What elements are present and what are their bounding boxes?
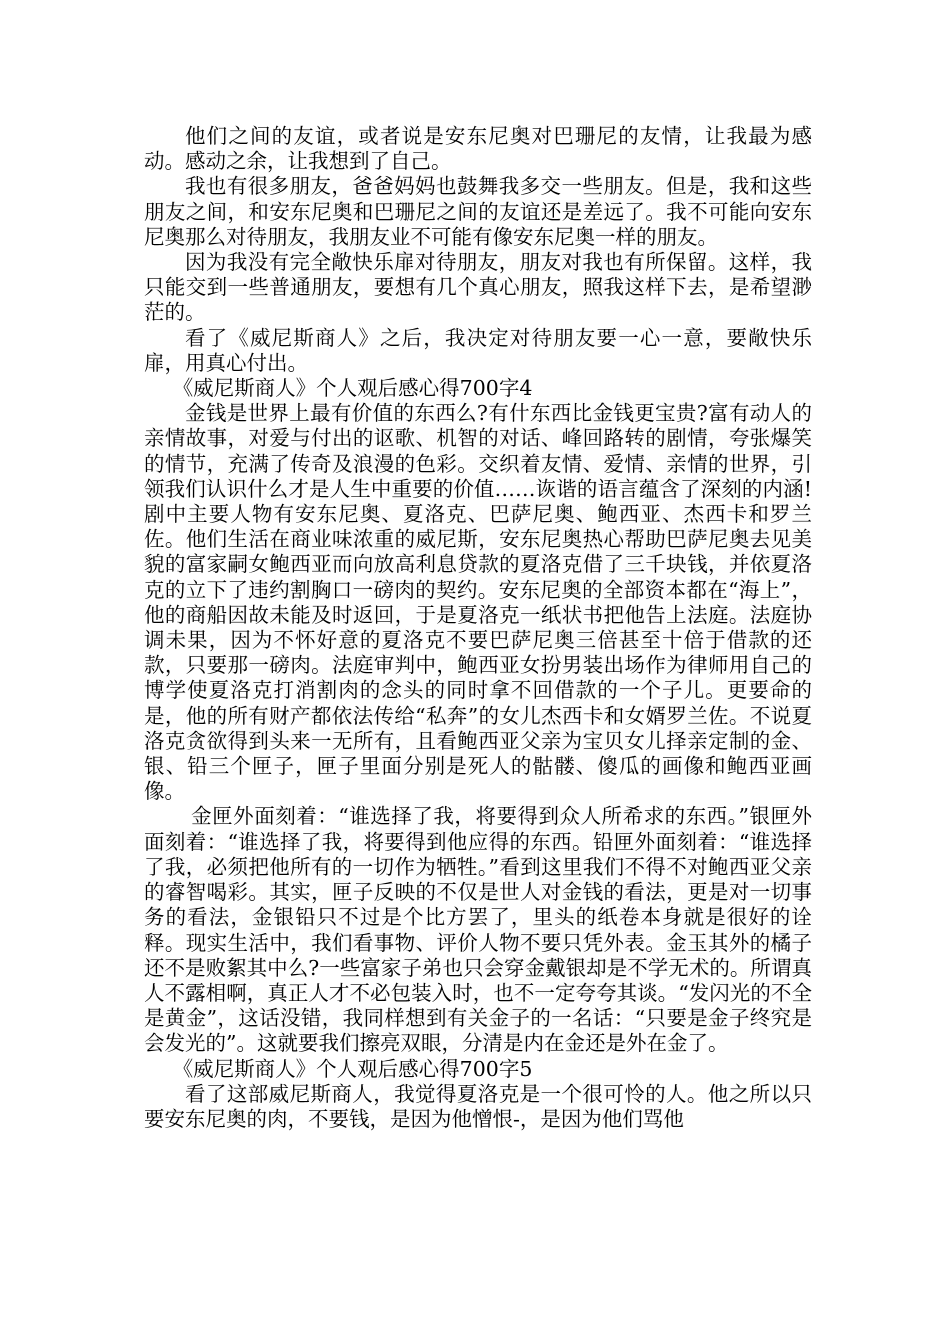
- paragraph-money-value: 金钱是世界上最有价值的东西么?有什东西比金钱更宝贵?富有动人的亲情故事，对爱与付出的讴歌、机智的对话、峰回路转的剧情，夸张爆笑的情节，充满了传奇及浪漫的色彩。交织着友情、爱情、亲情的世界，引领我们认识什么才是人生中重要的价值……诙谐的语言蕴含了深刻的内涵!剧中主要人物有安东尼奥、夏洛克、巴萨尼奥、鲍西亚、杰西卡和罗兰佐。他们生活在商业味浓重的威尼斯，安东尼奥热心帮助巴萨尼奥去见美貌的富家嗣女鲍西亚而向放高利息贷款的夏洛克借了三千块钱，并依夏洛克的立下了违约割胸口一磅肉的契约。安东尼奥的全部资本都在“海上”，他的商船因故未能及时返回，于是夏洛克一纸状书把他告上法庭。法庭协调未果，因为不怀好意的夏洛克不要巴萨尼奥三倍甚至十倍于借款的还款，只要那一磅肉。法庭审判中，鲍西亚女扮男装出场作为律师用自己的博学使夏洛克打消割肉的念头的同时拿不回借款的一个子儿。更要命的是，他的所有财产都依法传给“私奔”的女儿杰西卡和女婿罗兰佐。不说夏洛克贪欲得到头来一无所有，且看鲍西亚父亲为宝贝女儿择亲定制的金、银、铅三个匣子，匣子里面分别是死人的骷髅、傻瓜的画像和鲍西亚画像。: [144, 401, 812, 804]
- paragraph-decision: 看了《威尼斯商人》之后，我决定对待朋友要一心一意，要敞快乐扉，用真心付出。: [144, 325, 812, 375]
- paragraph-many-friends: 我也有很多朋友，爸爸妈妈也鼓舞我多交一些朋友。但是，我和这些朋友之间，和安东尼奥和巴珊尼之间的友谊还是差远了。我不可能向安东尼奥那么对待朋友，我朋友业不可能有像安东尼奥一样的朋友。: [144, 174, 812, 249]
- section-heading-5: 《威尼斯商人》个人观后感心得700字5: [172, 1056, 533, 1081]
- document-page: [144, 124, 812, 1132]
- paragraph-open-heart: 因为我没有完全敞快乐扉对待朋友，朋友对我也有所保留。这样，我只能交到一些普通朋友，要想有几个真心朋友，照我这样下去，是希望渺茫的。: [144, 250, 812, 325]
- paragraph-caskets: 金匣外面刻着：“谁选择了我，将要得到众人所希求的东西。”银匣外面刻着：“谁选择了我，将要得到他应得的东西。铅匣外面刻着：“谁选择了我，必须把他所有的一切作为牺牲。”看到这里我们不得不对鲍西亚父亲的睿智喝彩。其实，匣子反映的不仅是世人对金钱的看法，更是对一切事务的看法，金银铅只不过是个比方罢了，里头的纸卷本身就是很好的诠释。现实生活中，我们看事物、评价人物不要只凭外表。金玉其外的橘子还不是败絮其中么?一些富家子弟也只会穿金戴银却是不学无术的。所谓真人不露相啊，真正人才不必包装入时，也不一定夸夸其谈。“发闪光的不全是黄金”，这话没错，我同样想到有关金子的一名话：“只要是金子终究是会发光的”。这就要我们擦亮双眼，分清是内在金还是外在金了。: [144, 804, 812, 1056]
- paragraph-shylock: 看了这部威尼斯商人，我觉得夏洛克是一个很可怜的人。他之所以只要安东尼奥的肉，不要钱，是因为他憎恨-，是因为他们骂他: [144, 1081, 812, 1131]
- paragraph-friendship-moved: 他们之间的友谊，或者说是安东尼奥对巴珊尼的友情，让我最为感动。感动之余，让我想到了自己。: [144, 124, 812, 174]
- section-heading-4: 《威尼斯商人》个人观后感心得700字4: [172, 376, 533, 401]
